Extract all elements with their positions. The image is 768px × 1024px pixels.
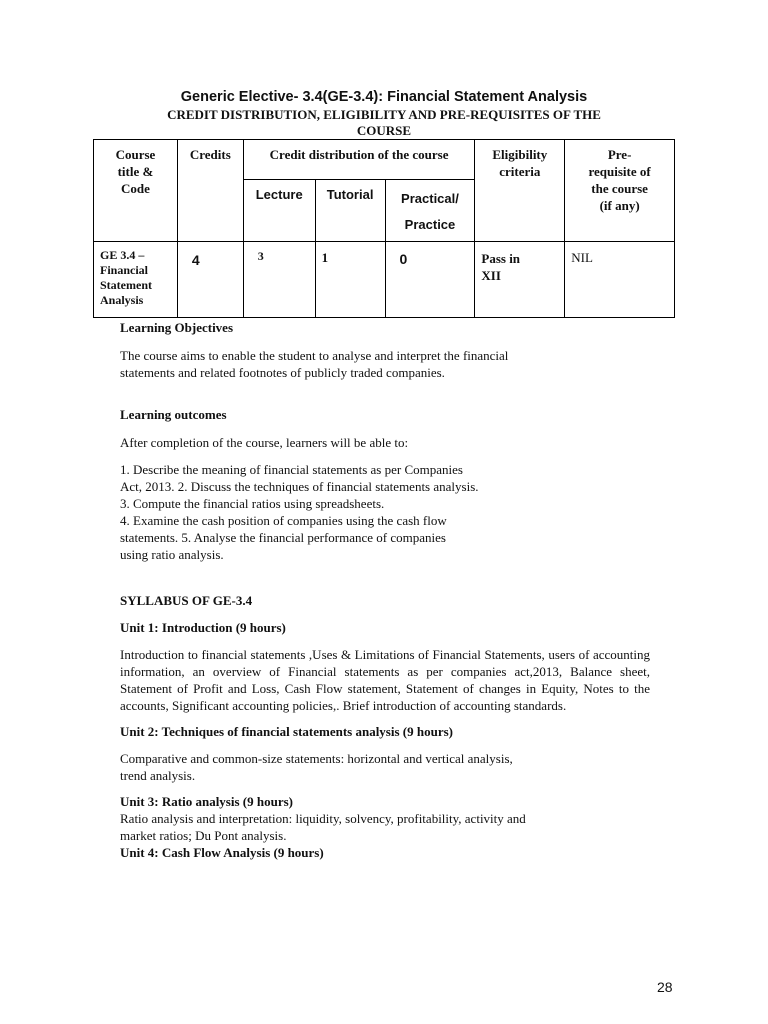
section-heading: Learning outcomes bbox=[120, 407, 227, 422]
unit-heading: Unit 4: Cash Flow Analysis (9 hours) bbox=[120, 845, 324, 860]
header-credit-distribution: Credit distribution of the course bbox=[243, 140, 475, 180]
header-course-title: Course title & Code bbox=[94, 140, 178, 242]
document-title: Generic Elective- 3.4(GE-3.4): Financial Statement Analysis bbox=[180, 89, 588, 105]
paragraph-line: After completion of the course, learners will be able to: bbox=[120, 435, 409, 450]
unit-text: Comparative and common-size statements: horizontal and vertical analysis, bbox=[120, 751, 513, 766]
paragraph-line: The course aims to enable the student to analyse and interpret the financial bbox=[120, 348, 509, 363]
syllabus bbox=[120, 592, 650, 861]
unit-heading: Unit 3: Ratio analysis (9 hours) bbox=[120, 794, 293, 809]
header-credits: Credits bbox=[177, 140, 243, 242]
subtitle-line: CREDIT DISTRIBUTION, ELIGIBILITY AND PRE-REQUISITES OF THE bbox=[167, 107, 601, 122]
row-tutorial: 1 bbox=[315, 242, 385, 318]
unit-text: Introduction to financial statements ,Uses & Limitations of Financial Statements, users of accounting information, an overview of Financial statements as per companies act,2013, Balance sheet, Statement of Profit and Loss, Cash Flow statement, Statement of changes in Equity, Notes to the accounts, Significant accounting policies,. Brief introduction of accounting standards. bbox=[120, 647, 650, 713]
header-practical: Practical/ Practice bbox=[385, 180, 475, 242]
row-course-code: GE 3.4 – Financial Statement Analysis bbox=[94, 242, 178, 318]
unit-text: trend analysis. bbox=[120, 768, 196, 783]
row-prerequisite: NIL bbox=[565, 242, 675, 318]
row-eligibility: Pass in XII bbox=[475, 242, 565, 318]
header-prerequisite: Pre- requisite of the course (if any) bbox=[565, 140, 675, 242]
header-eligibility: Eligibility criteria bbox=[475, 140, 565, 242]
document-subtitle bbox=[0, 107, 768, 139]
header-tutorial: Tutorial bbox=[315, 180, 385, 242]
unit-text: market ratios; Du Pont analysis. bbox=[120, 828, 287, 843]
section-heading: SYLLABUS OF GE-3.4 bbox=[120, 593, 253, 608]
outcome-line: Act, 2013. 2. Discuss the techniques of financial statements analysis. bbox=[120, 479, 479, 494]
page-number: 28 bbox=[657, 979, 673, 995]
row-lecture: 3 bbox=[243, 242, 315, 318]
outcome-line: using ratio analysis. bbox=[120, 547, 224, 562]
section-heading: Learning Objectives bbox=[120, 320, 234, 335]
unit-heading: Unit 2: Techniques of financial statements analysis (9 hours) bbox=[120, 724, 453, 739]
unit-text: Ratio analysis and interpretation: liquidity, solvency, profitability, activity and bbox=[120, 811, 526, 826]
paragraph-line: statements and related footnotes of publicly traded companies. bbox=[120, 365, 445, 380]
outcome-line: 1. Describe the meaning of financial statements as per Companies bbox=[120, 462, 463, 477]
outcome-line: statements. 5. Analyse the financial performance of companies bbox=[120, 530, 446, 545]
learning-objectives bbox=[120, 319, 650, 381]
unit-heading: Unit 1: Introduction (9 hours) bbox=[120, 620, 286, 635]
credit-distribution-table bbox=[93, 139, 675, 318]
subtitle-line: COURSE bbox=[356, 123, 412, 138]
outcome-line: 3. Compute the financial ratios using spreadsheets. bbox=[120, 496, 385, 511]
learning-outcomes bbox=[120, 406, 650, 563]
header-lecture: Lecture bbox=[243, 180, 315, 242]
row-credits: 4 bbox=[177, 242, 243, 318]
outcome-line: 4. Examine the cash position of companies using the cash flow bbox=[120, 513, 447, 528]
row-practical: 0 bbox=[385, 242, 475, 318]
